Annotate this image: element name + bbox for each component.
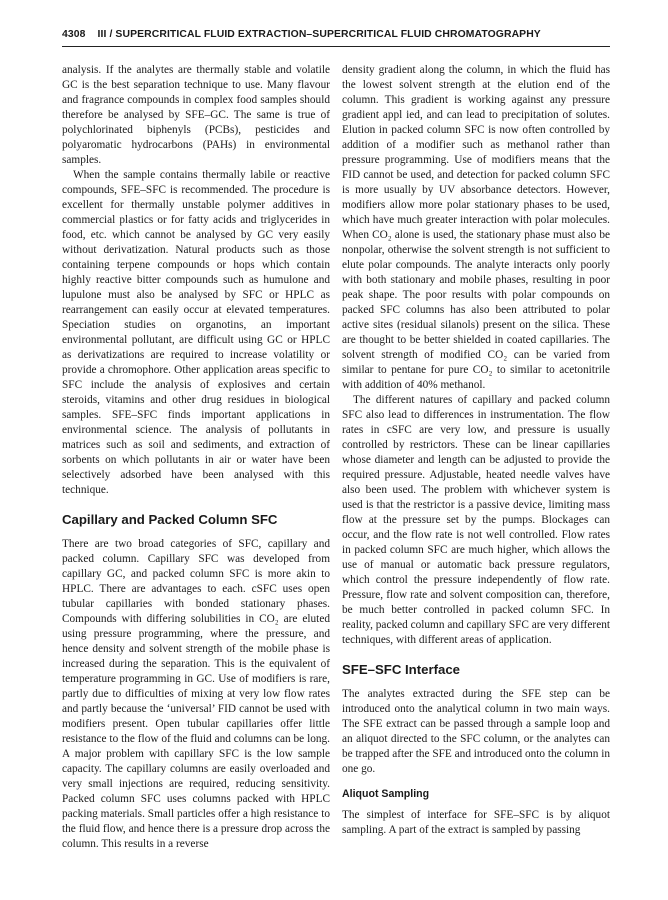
right-paragraph-2: The different natures of capillary and packed column SFC also lead to differences in instrumentation. The flow rates in cSFC are very low, and pressure is usually controlled by restrictors. These can be linear capillaries whose diameter and length can be adjusted to provide the required pressure. Adjustable, heated needle valves have also been used. The problem with whichever system is used is that the restrictor is a passive device, limiting mass flow at the pressure set by the pumps. Blockages can occur, and the flow rate is not well controlled. Flow rates in packed column SFC are much higher, which allows the use of manual or automatic back pressure regulators, which control the pressure independently of flow rate. Pressure, flow rate and solvent composition can, therefore, be much better controlled in packed column SFC. In reality, packed column and capillary SFC are very different techniques, with different areas of application. [342,394,610,646]
left-paragraph-1: analysis. If the analytes are thermally stable and volatile GC is the best separation technique to use. Many flavour and fragrance compounds in complex food samples should therefore be analysed by SFE–GC. The same is true of polychlorinated biphenyls (PCBs), pesticides and polyaromatic hydrocarbons (PAHs) in environmental samples. [62,64,330,166]
right-paragraph-1: density gradient along the column, in which the fluid has the lowest solvent strength at the elution end of the column. This gradient is working against any pressure gradient appl ied, and can lead to precipitation of solutes. Elution in packed column SFC is now often controlled by addition of a modifier such as methanol rather than pressure programming. Use of modifiers means that the FID cannot be used, and detection for packed column SFC is more usually by UV absorbance detectors. However, modifiers allow more polar stationary phases to be used, which have much greater interaction with polar molecules. When CO₂ alone is used, the stationary phase must also be nonpolar, otherwise the solvent strength is not sufficient to elute polar compounds. The analyte interacts only poorly with both stationary and mobile phases, resulting in poor peak shape. The poor results with polar compounds on packed SFC columns has also been attributed to polar active sites (residual silanols) present on the silica. These are thought to be better shielded in coated capillaries. The solvent strength of modified CO₂ can be varied from similar to pentane for pure CO₂ to similar to acetonitrile with addition of 40% methanol. [342,64,610,391]
page-number: 4308 [62,29,86,40]
left-column [62,63,330,852]
right-paragraph-4: The simplest of interface for SFE–SFC is by aliquot sampling. A part of the extract is sampled by passing [342,809,610,836]
header-rule [62,46,610,47]
running-title: III / SUPERCRITICAL FLUID EXTRACTION–SUPERCRITICAL FLUID CHROMATOGRAPHY [97,29,541,40]
section-heading-capillary-packed: Capillary and Packed Column SFC [62,512,278,527]
subheading-aliquot-sampling: Aliquot Sampling [342,788,430,800]
left-paragraph-3: There are two broad categories of SFC, capillary and packed column. Capillary SFC was developed from capillary GC, and packed column SFC is more akin to HPLC. There are advantages to each. cSFC uses open tubular capillaries with bonded stationary phases. Compounds with differing solubilities in CO₂ are eluted using pressure programming, where the pressure, and hence density and solvent strength of the mobile phase is increased during the separation. This is the equivalent of temperature programming in GC. Use of modifiers is rare, partly due to difficulties of mixing at very low flow rates and partly because the ‘universal’ FID cannot be used with modifiers present. Open tubular capillaries offer little resistance to the flow of the fluid and columns can be long. A major problem with capillary SFC is the low sample capacity. The capillary columns are easily overloaded and very small injections are required, reducing sensitivity. Packed column SFC uses columns packed with HPLC packing materials. Small particles offer a high resistance to the fluid flow, and hence there is a pressure drop across the column. This results in a reverse [62,538,330,850]
running-header [62,29,610,40]
section-heading-sfe-sfc-interface: SFE–SFC Interface [342,662,460,677]
right-column [342,63,610,838]
left-paragraph-2: When the sample contains thermally labile or reactive compounds, SFE–SFC is recommended. The procedure is excellent for thermally unstable polymer additives in commercial plastics or for fatty acids and triglycerides in food, etc. which cannot be analysed by GC very easily without derivatization. Natural products such as those containing terpene compounds or hops which contain highly reactive bitter compounds such as humulone and lupulone must also be analysed by SFC or HPLC as rearrangement can easily occur at elevated temperatures. Speciation studies on organotins, an important environmental pollutant, are difficult using GC or HPLC as derivatizations are required to increase volatility or provide a chromophore. Other application areas specific to SFC include the analysis of explosives and certain steroids, vitamins and other drug residues in biological samples. SFE–SFC finds important applications in environmental science. The analysis of pollutants in matrices such as soil and sediments, and extraction of sorbents on which pollutants in air or water have been selectively adsorbed have been analysed with this technique. [62,169,330,496]
right-paragraph-3: The analytes extracted during the SFE step can be introduced onto the analytical column in two main ways. The SFE extract can be passed through a sample loop and an aliquot directed to the SFC column, or the analytes can be trapped after the SFE and introduced onto the column in one go. [342,688,610,775]
